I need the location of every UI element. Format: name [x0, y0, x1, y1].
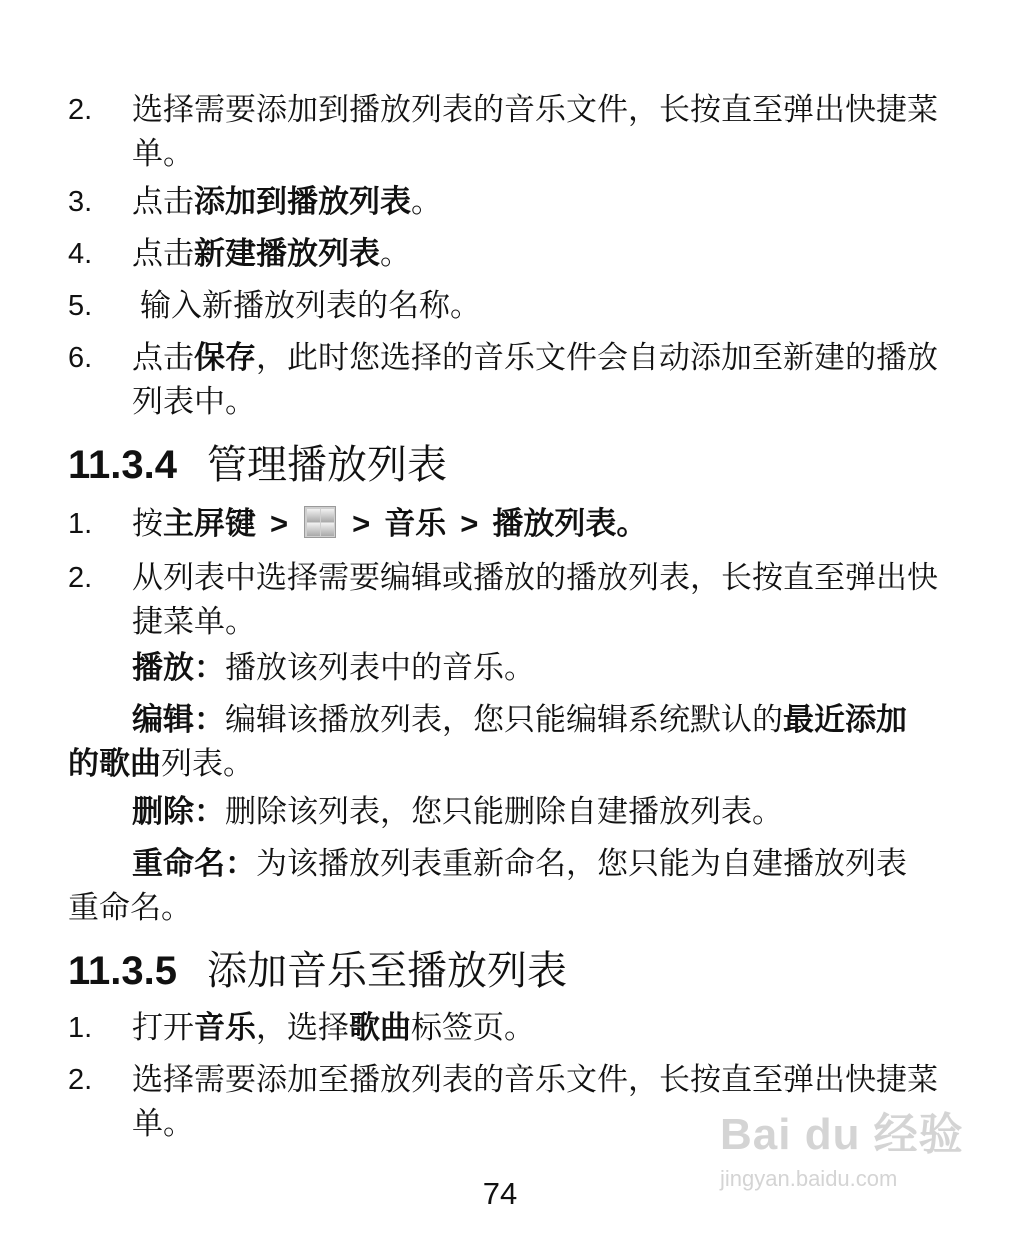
option-text: 为该播放列表重新命名，您只能为自建播放列表重命名。	[68, 846, 907, 926]
path-separator: >	[460, 506, 479, 541]
step-4-new-playlist	[68, 232, 948, 276]
step-text-post: 。	[411, 184, 442, 220]
path-separator: >	[270, 506, 289, 541]
option-rename	[68, 842, 930, 930]
option-label: 删除：	[132, 794, 225, 830]
step-number: 2.	[68, 1064, 93, 1096]
step-text-pre: 点击	[132, 340, 194, 376]
section-number: 11.3.4	[68, 443, 178, 487]
app-grid-icon	[304, 506, 336, 538]
section-heading-11-3-4	[68, 440, 447, 490]
step-3-add-to-playlist	[68, 180, 948, 224]
step-6-save	[68, 336, 948, 424]
step-number: 5.	[68, 290, 93, 322]
step-text-pre: 点击	[132, 184, 194, 220]
option-text: 播放该列表中的音乐。	[225, 650, 535, 686]
step-text: 选择需要添加至播放列表的音乐文件，长按直至弹出快捷菜单。	[132, 1062, 938, 1142]
ui-term-music: 音乐	[384, 506, 447, 542]
watermark-url: jingyan.baidu.com	[720, 1166, 898, 1191]
option-play	[68, 646, 930, 690]
step-text: 选择需要添加到播放列表的音乐文件，长按直至弹出快捷菜单。	[132, 92, 938, 172]
option-label: 播放：	[132, 650, 225, 686]
page-number: 74	[482, 1176, 518, 1211]
ui-term-songs: 歌曲	[349, 1010, 411, 1046]
ui-term-music: 音乐	[194, 1010, 256, 1046]
step-text-mid: ，选择	[256, 1010, 349, 1046]
step-number: 1.	[68, 1012, 93, 1044]
step-text: 从列表中选择需要编辑或播放的播放列表，长按直至弹出快捷菜单。	[132, 560, 938, 640]
section-title: 添加音乐至播放列表	[207, 948, 568, 994]
step-2-long-press-playlist	[68, 556, 948, 644]
step-number: 3.	[68, 186, 93, 218]
step-number: 2.	[68, 94, 93, 126]
ui-term-new-playlist: 新建播放列表	[194, 236, 380, 272]
section-number: 11.3.5	[68, 949, 178, 993]
step-text	[132, 180, 948, 224]
step-1-open-playlists	[68, 502, 948, 546]
option-label: 重命名：	[132, 846, 256, 882]
ui-term-add-to-playlist: 添加到播放列表	[194, 184, 411, 220]
ui-term-recently-added: 最近添加的歌曲	[68, 702, 907, 782]
step-number: 6.	[68, 342, 93, 374]
ui-term-home-key: 主屏键	[163, 506, 256, 542]
step-text-pre: 按	[132, 506, 163, 542]
section-heading-11-3-5	[68, 946, 567, 996]
step-text-post: 标签页。	[411, 1010, 535, 1046]
path-separator: >	[352, 506, 371, 541]
step-text-pre: 打开	[132, 1010, 194, 1046]
step-5-enter-name	[68, 284, 948, 328]
ui-term-playlists: 播放列表。	[492, 506, 648, 542]
ui-term-save: 保存	[194, 340, 256, 376]
step-number: 2.	[68, 562, 93, 594]
option-text-post: 列表。	[161, 746, 254, 782]
option-edit	[68, 698, 930, 786]
section-title: 管理播放列表	[207, 442, 448, 488]
option-text: 删除该列表，您只能删除自建播放列表。	[225, 794, 783, 830]
step-number: 1.	[68, 508, 93, 540]
step-text	[132, 336, 948, 424]
step-text-pre: 点击	[132, 236, 194, 272]
step-text	[132, 232, 948, 276]
step-text-post: 。	[380, 236, 411, 272]
step-1-open-music	[68, 1006, 948, 1050]
step-text	[132, 502, 948, 546]
step-2-select-file	[68, 88, 948, 176]
step-text-post: ，此时您选择的音乐文件会自动添加至新建的播放列表中。	[132, 340, 938, 420]
step-number: 4.	[68, 238, 93, 270]
option-text: 编辑该播放列表，您只能编辑系统默认的	[225, 702, 783, 738]
option-label: 编辑：	[132, 702, 225, 738]
step-text	[132, 1006, 948, 1050]
watermark-logo: Bai du 经验	[720, 1110, 964, 1159]
step-text: 输入新播放列表的名称。	[140, 288, 481, 324]
option-delete	[68, 790, 930, 834]
